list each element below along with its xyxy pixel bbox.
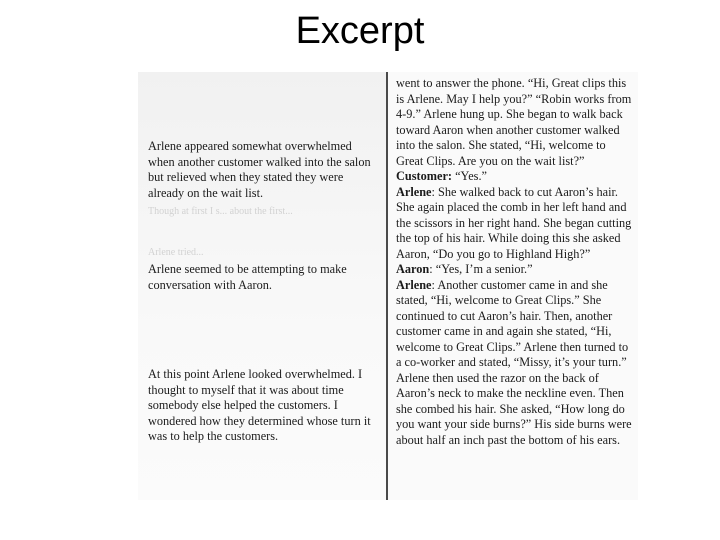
- speaker-label: Arlene: [396, 184, 432, 199]
- slide-title: Excerpt: [295, 10, 425, 52]
- observer-note: Arlene seemed to be attempting to make conversation with Aaron.: [148, 262, 347, 292]
- speaker-label: Customer:: [396, 169, 453, 183]
- scanned-document: [138, 72, 638, 500]
- transcript: [396, 76, 636, 448]
- observer-note: At this point Arlene looked overwhelmed. I thought to myself that it was about time somebody else helped the customers. I wondered how they determined whose turn it was to help the customers.: [148, 367, 371, 443]
- observer-notes-column: [138, 72, 386, 500]
- observer-note: Arlene appeared somewhat overwhelmed when another customer walked into the salon but relieved when they stated they were already on the wait list.: [148, 139, 371, 200]
- faint-note: Arlene tried...: [148, 247, 204, 258]
- transcript-paragraph: [396, 185, 636, 263]
- transcript-text: : Another customer came in and she stated, “Hi, welcome to Great Clips.” She continued to cut Aaron’s hair. Then, another customer came in and again she stated, “Hi, welcome to Great Clips.” Arlene then turned to a co-worker and stated, “Missy, it’s your turn.” Arlene then used the razor on the back of Aaron’s neck to make the neckline even. Then she combed his hair. She asked, “How long do you want your side burns?” His side burns were about half an inch past the bottom of his ears.: [396, 277, 632, 447]
- transcript-text: : She walked back to cut Aaron’s hair. She again placed the comb in her left hand and the scissors in her right hand. She began cutting the top of his hair. While doing this she asked Aaron, “Do you go to Highland High?”: [396, 184, 632, 261]
- faint-note: Though at first I s... about the first...: [148, 206, 293, 217]
- speaker-label: Aaron: [396, 262, 430, 276]
- transcript-paragraph: [396, 262, 636, 278]
- transcript-text: “Yes.”: [452, 169, 487, 183]
- transcript-paragraph: [396, 278, 636, 449]
- transcript-text: : “Yes, I’m a senior.”: [429, 262, 533, 276]
- transcript-paragraph: [396, 169, 636, 185]
- transcript-paragraph: [396, 76, 636, 169]
- speaker-label: Arlene: [396, 277, 432, 292]
- transcript-column: [388, 72, 638, 500]
- transcript-text: went to answer the phone. “Hi, Great clips this is Arlene. May I help you?” “Robin works from 4-9.” Arlene hung up. She began to walk back toward Aaron when another customer walked into the salon. She stated, “Hi, welcome to Great Clips. Are you on the wait list?”: [396, 76, 632, 168]
